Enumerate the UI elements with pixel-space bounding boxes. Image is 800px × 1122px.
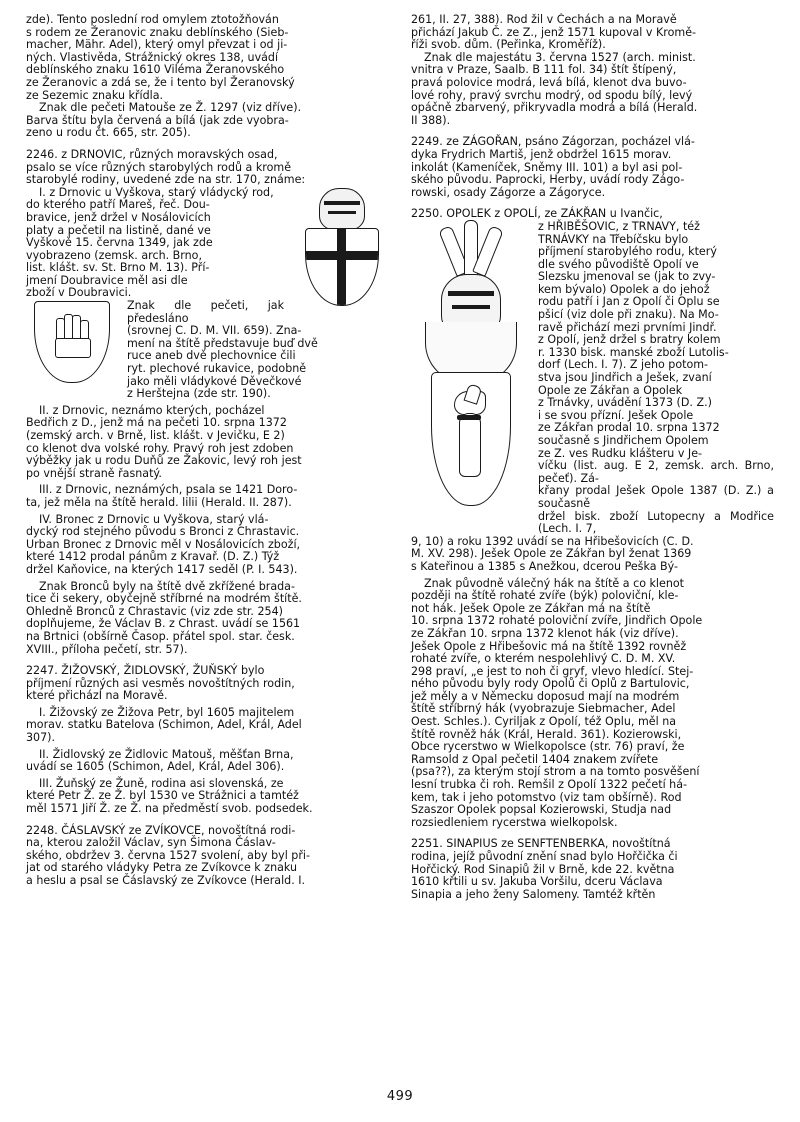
text-line: dyka Frydrich Martiš, jenž obdržel 1615 morav.	[411, 147, 672, 161]
text-line: které přicházÍ na Moravě.	[26, 689, 168, 703]
text-line: Urban Bronec z Drnovic měl v Nosálovicích zboží,	[26, 537, 301, 551]
text-line: Slezsku jmenoval se (jak to zvy-	[538, 270, 716, 284]
text-line: výběžky jak u rodu Duňů ze Žakovic, levý roh jest	[26, 454, 302, 468]
entry-heading-2251: 2251. SINAPIUS ze SENFTENBERKA, novoštítná	[411, 837, 671, 851]
text-line: co klenot dva volské rohy. Pravý roh jest zdoben	[26, 441, 294, 455]
text-line: z Herštejna (zde str. 190).	[127, 387, 271, 401]
helmet-icon	[319, 188, 365, 230]
text-line: které 1412 prodal pánům z Kravař. (D. Z.) Týž	[26, 550, 280, 564]
text-line: IV. Bronec z Drnovic u Vyškova, starý vlá-	[39, 512, 269, 526]
text-line: štítě rovněž hák (Král, Herald. 361). Kozierowski,	[411, 727, 682, 741]
text-line: III. Žuňský ze Žuně, rodina asi slovenská, ze	[39, 776, 284, 790]
text-line: inkolát (Kameníček, Sněmy III. 101) a byl asi pol-	[411, 160, 683, 174]
text-line: ryt. plechové rukavice, podobně	[127, 362, 307, 376]
text-line: uvádí se 1605 (Schimon, Adel, Král, Adel 306).	[26, 760, 285, 774]
entry-heading-2248: 2248. ČÁSLAVSKÝ ze ZVÍKOVCE, novoštítná rodi-	[26, 823, 296, 837]
text-line: vnitra v Praze, Saalb. B 111 fol. 34) štít štípený,	[411, 63, 677, 77]
crest-and-shield-illustration	[411, 222, 529, 522]
text-line: štítě stříbrný hák (vyobrazuje Siebmacher, Adel	[411, 702, 676, 716]
page-number: 499	[386, 1089, 414, 1104]
text-line: pšicí (viz dole při znaku). Na Mo-	[538, 308, 719, 322]
text-line: 261, II. 27, 388). Rod žil v Čechách a na Moravě	[411, 13, 677, 26]
text-line: Znak dle majestátu 3. června 1527 (arch. minist.	[424, 50, 696, 64]
text-line: ných. Vlastivěda, Strážnický okres 138, uvádí	[26, 50, 279, 64]
helmet-and-shield-illustration	[293, 188, 389, 306]
text-line: lesní trubka či roh. Remšil z Opolí 1322 pečetí há-	[411, 778, 688, 792]
text-line: Obce rycerstwo w Wielkopolsce (str. 76) praví, že	[411, 740, 685, 754]
text-line: Ohledně Bronců z Chrastavic (viz zde str. 254)	[26, 604, 283, 618]
text-line: 1610 křtili u sv. Jakuba Voršilu, dceru Václava	[411, 875, 663, 889]
cross-horizontal-bar	[306, 251, 378, 260]
text-line: list. klášt. sv. St. Brno M. 13). Pří-	[26, 261, 210, 275]
text-line: rodu patří i Jan z Opolí či Oplu se	[538, 295, 720, 309]
text-line: později na štítě rohaté zvíře (býk) poloviční, kle-	[411, 589, 679, 603]
text-line: platy a pečetil na listině, dané ve	[26, 223, 211, 237]
text-line: na, kterou založil Václav, syn Šimona Čáslav-	[26, 836, 276, 850]
text-line: psalo se více různých starobylých rodů a kromě	[26, 160, 292, 174]
text-line: starobylé rodiny, uvedené zde na str. 170, známe:	[26, 173, 306, 187]
text-line: z Trnávky, uvádění 1373 (D. Z.)	[538, 396, 712, 410]
text-line: zeno u rodu čt. 665, str. 205).	[26, 126, 191, 140]
shield-icon	[305, 228, 379, 306]
text-line: TRNÁVKY na Třebíčsku bylo	[538, 232, 689, 246]
entry-heading-2250: 2250. OPOLEK z OPOLÍ, ze ZÁKŘAN u Ivančic,	[411, 207, 663, 221]
text-line: které Petr Ž. ze Ž. byl 1530 ve Strážnici a tamtéž	[26, 789, 299, 803]
text-line: s Kateřinou a 1385 s Anežkou, dcerou Peška Bý-	[411, 559, 679, 573]
text-line: současně s Jindřichem Opolem	[538, 434, 709, 447]
text-line: XVIII., příloha pečetí, str. 57).	[26, 642, 188, 656]
two-column-layout	[26, 14, 774, 1066]
text-line: 307).	[26, 731, 56, 745]
text-line: ze Zákřan prodal 10. srpna 1372	[538, 421, 720, 435]
entry-heading-2247: 2247. ŽIŽOVSKÝ, ŽIDLOVSKÝ, ŽUŇSKÝ bylo	[26, 664, 265, 678]
text-line: jako měli vládykové Děvečkové	[127, 374, 302, 388]
text-line: Znak dle pečeti, jak předesláno	[127, 299, 284, 325]
text-line: měl 1571 Jiří Ž. ze Ž. na předměstí svob. podsedek.	[26, 802, 313, 816]
text-line: stva jsou Jindřich a Ješek, zvaní	[538, 371, 712, 385]
text-line: Znak Bronců byly na štítě dvě zkřížené brada-	[39, 579, 295, 593]
coat-of-arms-drnovic-figure	[293, 188, 389, 306]
text-line: Ješek Opole z Hřibešovic má na štítě 1392 rovněž	[411, 639, 687, 653]
text-line: Oest. Schles.). Cyriljak z Opolí, též Oplu, měl na	[411, 715, 677, 729]
text-line: rozsiedleniem rycerstwa wielkopolsk.	[411, 815, 618, 829]
text-line: víčku (list. aug. E 2, zemsk. arch. Brno, pečeť). Zá-	[538, 459, 774, 485]
text-line: (psa??), za kterým stojí strom a na tomto posvěšení	[411, 765, 700, 779]
text-line: II 388).	[411, 113, 451, 127]
entry-heading-2246: 2246. z DRNOVIC, různých moravských osad,	[26, 147, 278, 161]
text-line: Vyškově 15. června 1349, jak zde	[26, 236, 213, 250]
text-line: zboží v Doubravici.	[26, 286, 132, 300]
gauntlet-hand-icon	[55, 318, 89, 358]
text-line: II. Židlovský ze Židlovic Matouš, měšťan Brna,	[39, 747, 294, 761]
text-line: 10. srpna 1372 rohaté poloviční zvíře, Jindřich Opole	[411, 614, 703, 628]
text-line: Bedřich z D., jenž má na pečeti 10. srpna 1372	[26, 416, 287, 430]
text-line: lové rohy, pravý svrchu modrý, od spodu bílý, levý	[411, 88, 693, 102]
text-line: II. z Drnovic, neznámo kterých, pocházel	[39, 403, 265, 417]
text-line: r. 1330 bisk. manské zboží Lutolis-	[538, 345, 729, 359]
text-line: s rodem ze Žeranovic znaku deblínského (Sieb-	[26, 25, 289, 39]
left-column	[26, 14, 389, 1066]
text-line: ského původu. Paprocki, Herby, uvádí rody Zágo-	[411, 173, 685, 187]
text-line: Szaszor Opolek popsal Kozierowski, Studja nad	[411, 803, 672, 817]
text-line: 9, 10) a roku 1392 uvádí se na Hřibešovicích (C. D.	[411, 534, 694, 548]
text-line: III. z Drnovic, neznámých, psala se 1421 Doro-	[39, 483, 298, 497]
text-line: dle svého původiště Opolí ve	[538, 257, 699, 271]
text-line: z HŘIBĚŠOVIC, z TRNAVY, též	[538, 219, 700, 233]
text-line: i se svou přízní. Ješek Opole	[538, 408, 694, 422]
coat-of-arms-opolek-figure	[411, 222, 529, 522]
text-line: I. z Drnovic u Vyškova, starý vládycký rod,	[39, 185, 274, 199]
text-line: bravice, jenž držel v Nosálovicích	[26, 210, 211, 224]
text-line: ného původu byly rody Opolů či Oplů z Bartulovic,	[411, 677, 690, 691]
text-line: kem bývalo) Opolek a do jehož	[538, 282, 710, 296]
text-line: přichází Jakub Č. ze Z., jenž 1571 kupoval v Kromě-	[411, 25, 697, 39]
text-line: držel bisk. zboží Lutopecny a Modřice (Lech. I. 7,	[538, 509, 774, 536]
text-line: Barva štítu byla červená a bílá (jak zde vyobra-	[26, 113, 289, 127]
text-line: (zemský arch. v Brně, list. klášt. v Jevičku, E 2)	[26, 429, 285, 442]
text-line: ze Zákřan 10. srpna 1372 klenot hák (viz dříve).	[411, 626, 679, 640]
text-line: macher, Mähr. Adel), který omyl převzat i od ji-	[26, 38, 288, 52]
text-line: Sinapia a jeho ženy Salomeny. Tamtéž křtěn	[411, 887, 656, 901]
text-line: příjmení různých asi vesměs novoštítných rodin,	[26, 676, 295, 690]
text-line: rowski, osady Zágorze a Zágoryce.	[411, 185, 606, 199]
text-line: I. Žižovský ze Žižova Petr, byl 1605 majitelem	[39, 705, 295, 719]
text-line: vyobrazeno (zemsk. arch. Brno,	[26, 248, 202, 262]
text-line: deblínského znaku 1610 Viléma Žeranovského	[26, 63, 285, 77]
text-line: kem, tak i jeho potomstvo (viz tam obšírně). Rod	[411, 790, 682, 804]
text-line: a heslu a psal se Čáslavský ze Zvíkovce (Herald. I.	[26, 874, 306, 887]
text-line: Opole ze Zákřan a Opolek	[538, 383, 683, 397]
text-line: (srovnej C. D. M. VII. 659). Zna-	[127, 324, 302, 338]
text-line: dycký rod stejného původu s Bronci z Chrastavic.	[26, 525, 300, 539]
text-line: Znak původně válečný hák na štítě a co klenot	[424, 576, 685, 590]
text-line: ze Žeranovic a zdá se, že i tento byl Žeranovský	[26, 75, 295, 89]
dog-charge-icon	[450, 391, 490, 475]
text-line: 298 praví, „e jest to noh či gryf, vlevo hledící. Stej-	[411, 664, 694, 678]
text-line: M. XV. 298). Ješek Opole ze Zákřan byl ženat 1369	[411, 547, 692, 561]
text-line: rohaté zvíře, o kterém nespolehlivý C. D. M. XV.	[411, 652, 676, 666]
text-line: Ramsold z Opal pečetil 1404 znakem zvířete	[411, 752, 659, 766]
text-line: ta, jež měla na štítě herald. lilii (Herald. II. 287).	[26, 495, 292, 509]
text-line: rodina, jejíž původní znění snad bylo Hořčička či	[411, 850, 678, 863]
text-line: tice či sekery, obyčejně stříbrné na modrém štítě.	[26, 592, 302, 606]
plume-crest-icon	[447, 222, 493, 276]
text-line: jat od starého vládyky Petra ze Zvíkovce k znaku	[26, 861, 298, 875]
text-line: držel Kaňovice, na kterých 1417 seděl (P. I. 543).	[26, 562, 298, 576]
text-line: pravá polovice modrá, levá bílá, klenot dva buvo-	[411, 75, 687, 89]
hand-shield-illustration	[26, 301, 118, 387]
text-line: po vnější straně řasnatý.	[26, 466, 162, 480]
shield-icon	[431, 372, 511, 506]
text-line: jež měly a v Německu doposud mají na modrém	[411, 689, 680, 703]
text-line: ského, obdržev 3. června 1527 svolení, aby byl při-	[26, 848, 310, 862]
text-line: ze Sezemic znaku křídla.	[26, 88, 164, 102]
text-line: dorf (Lech. I. 7). Z jeho potom-	[538, 358, 709, 372]
entry-heading-2249: 2249. ze ZÁGOŘAN, psáno Zágorzan, pocházel vlá-	[411, 135, 695, 149]
text-line: křany prodal Ješek Opole 1387 (D. Z.) a současně	[538, 484, 774, 510]
text-line: doplňujeme, že Václav B. z Chrast. uvádí se 1561	[26, 617, 301, 631]
text-line: Znak dle pečeti Matouše ze Ž. 1297 (viz dříve).	[39, 101, 302, 115]
text-line: morav. statku Batelova (Schimon, Adel, Král, Adel	[26, 718, 302, 732]
text-line: Hořčický. Rod Sinapiů žil v Brně, kde 22. května	[411, 862, 675, 876]
shield-icon	[34, 301, 110, 383]
coat-of-arms-hand-figure	[26, 301, 118, 387]
cross-vertical-bar	[337, 229, 346, 305]
text-line: jmení Doubravice měl asi dle	[26, 273, 188, 287]
text-line: říži svob. dům. (Peřinka, Kroměříž).	[411, 38, 606, 52]
text-line: příjmení starobylého rodu, který	[538, 245, 717, 259]
text-line: not hák. Ješek Opole ze Zákřan má na štítě	[411, 601, 651, 615]
text-line: mení na štítě představuje buď dvě	[127, 336, 318, 350]
paragraph-continuation: zde). Tento poslední rod omylem ztotožňován	[26, 13, 279, 26]
text-line: z Opolí, jenž držel s bratry kolem	[538, 333, 721, 347]
text-line: ravě přichází mezi prvními Jindř.	[538, 320, 717, 334]
text-line: ze Z. ves Rudku klášteru v Je-	[538, 446, 703, 460]
text-line: opáčně zbarvený, přikryvadla modrá a bílá (Herald.	[411, 101, 698, 115]
right-column	[411, 14, 774, 1066]
text-line: na Brtnici (obšírně Časop. přátel spol. star. česk.	[26, 629, 295, 643]
text-line: do kterého patří Mareš, řeč. Dou-	[26, 198, 210, 212]
text-line: ruce aneb dvě plechovnice čili	[127, 349, 296, 363]
